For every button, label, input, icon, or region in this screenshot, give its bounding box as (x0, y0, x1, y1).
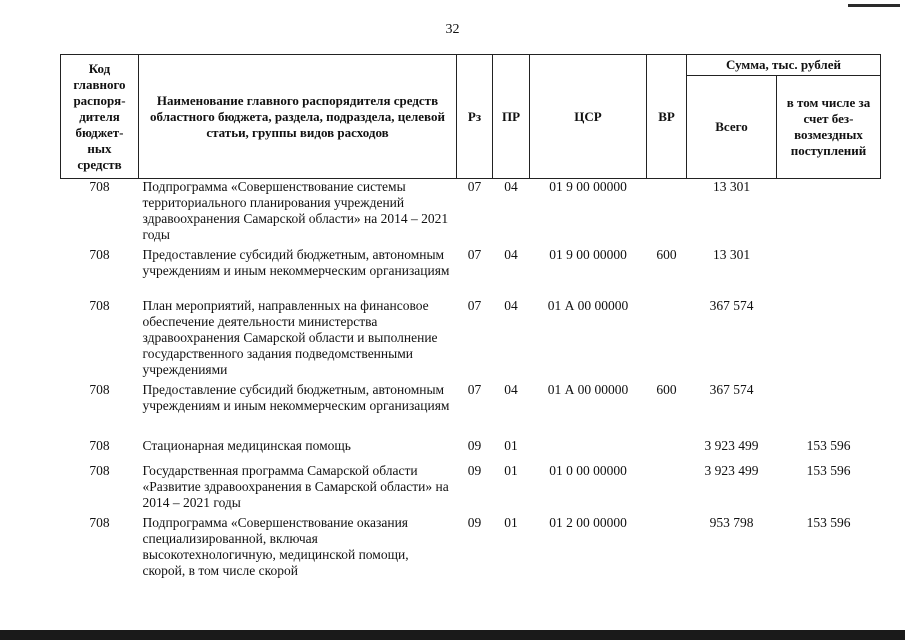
cell-csr: 01 9 00 00000 (549, 179, 627, 194)
page-number: 32 (445, 22, 460, 37)
table-row (61, 461, 881, 515)
cell-total: 367 574 (709, 298, 754, 313)
cell-code: 708 (89, 382, 110, 397)
cell-pr: 04 (504, 298, 518, 313)
cell-csr: 01 9 00 00000 (549, 247, 627, 262)
cell-pr: 01 (504, 438, 518, 453)
cell-free (777, 179, 881, 248)
header-code: Код главного распоря-дителя бюджет-ных средств (61, 55, 139, 179)
cell-name: Государственная программа Самарской области «Развитие здравоохранения в Самарской области» на 2014 – 2021 годы (142, 463, 449, 510)
cell-csr: 01 2 00 00000 (549, 515, 627, 530)
table-body (61, 179, 881, 584)
cell-code: 708 (89, 438, 110, 453)
cell-csr: 01 А 00 00000 (547, 298, 629, 313)
cell-rz: 07 (467, 382, 482, 397)
table-row (61, 247, 881, 298)
cell-code: 708 (89, 179, 110, 194)
cell-vr (647, 298, 687, 382)
cell-pr: 04 (504, 382, 518, 397)
cell-rz: 09 (467, 515, 482, 530)
cell-rz: 09 (467, 463, 482, 478)
header-rz: Рз (457, 55, 493, 179)
cell-rz: 07 (467, 179, 482, 194)
cell-vr (647, 515, 687, 583)
cell-csr (530, 434, 647, 461)
cell-pr: 04 (504, 247, 518, 262)
cell-pr: 04 (504, 179, 518, 194)
header-sum: Сумма, тыс. рублей (687, 55, 881, 76)
cell-csr: 01 0 00 00000 (549, 463, 627, 478)
cell-name: Подпрограмма «Совершенствование оказания специализированной, включая высокотехнологичную, медицинской помощи, скорой, в том числе скорой (142, 515, 409, 578)
table-row (61, 434, 881, 461)
table-header (61, 55, 881, 179)
header-vr: ВР (647, 55, 687, 179)
cell-total: 13 301 (712, 247, 751, 262)
header-free: в том числе за счет без-возмездных поступлений (777, 76, 881, 179)
cell-vr (647, 461, 687, 515)
cell-code: 708 (89, 298, 110, 313)
table-row (61, 515, 881, 583)
cell-rz: 07 (467, 247, 482, 262)
cell-pr: 01 (504, 463, 518, 478)
bottom-scan-edge (0, 630, 905, 640)
cell-total: 367 574 (709, 382, 754, 397)
cell-rz: 07 (467, 298, 482, 313)
cell-csr: 01 А 00 00000 (547, 382, 629, 397)
cell-total: 13 301 (712, 179, 751, 194)
cell-code: 708 (89, 515, 110, 530)
cell-vr: 600 (656, 247, 677, 262)
cell-name: Подпрограмма «Совершенствование системы территориального планирования учреждений здравоохранения Самарской области» на 2014 – 2021 годы (142, 179, 449, 242)
cell-free (777, 382, 881, 434)
cell-vr (647, 179, 687, 248)
header-pr: ПР (493, 55, 530, 179)
table-row (61, 179, 881, 248)
cell-free: 153 596 (806, 515, 851, 530)
cell-total: 3 923 499 (704, 463, 759, 478)
cell-pr: 01 (504, 515, 518, 530)
cell-total: 3 923 499 (704, 438, 759, 453)
header-total: Всего (687, 76, 777, 179)
header-name: Наименование главного распорядителя средств областного бюджета, раздела, подраздела, целевой статьи, группы видов расходов (139, 55, 457, 179)
budget-table (60, 54, 881, 583)
header-csr: ЦСР (530, 55, 647, 179)
cell-free: 153 596 (806, 463, 851, 478)
cell-rz: 09 (467, 438, 482, 453)
cell-name: Стационарная медицинская помощь (142, 438, 351, 453)
cell-name: Предоставление субсидий бюджетным, автономным учреждениям и иным некоммерческим организациям (142, 247, 450, 278)
cell-code: 708 (89, 247, 110, 262)
cell-free: 153 596 (806, 438, 851, 453)
cell-vr (647, 434, 687, 461)
cell-code: 708 (89, 463, 110, 478)
cell-total: 953 798 (709, 515, 754, 530)
cell-vr: 600 (656, 382, 677, 397)
cell-free (777, 298, 881, 382)
cell-free (777, 247, 881, 298)
table-row (61, 298, 881, 382)
budget-table-container (60, 54, 880, 583)
cell-name: План мероприятий, направленных на финансовое обеспечение деятельности министерства здравоохранения Самарской области и выполнение государственного задания подведомственными учреждениями (142, 298, 438, 377)
table-row (61, 382, 881, 434)
top-edge-mark (848, 4, 900, 7)
cell-name: Предоставление субсидий бюджетным, автономным учреждениям и иным некоммерческим организациям (142, 382, 450, 413)
